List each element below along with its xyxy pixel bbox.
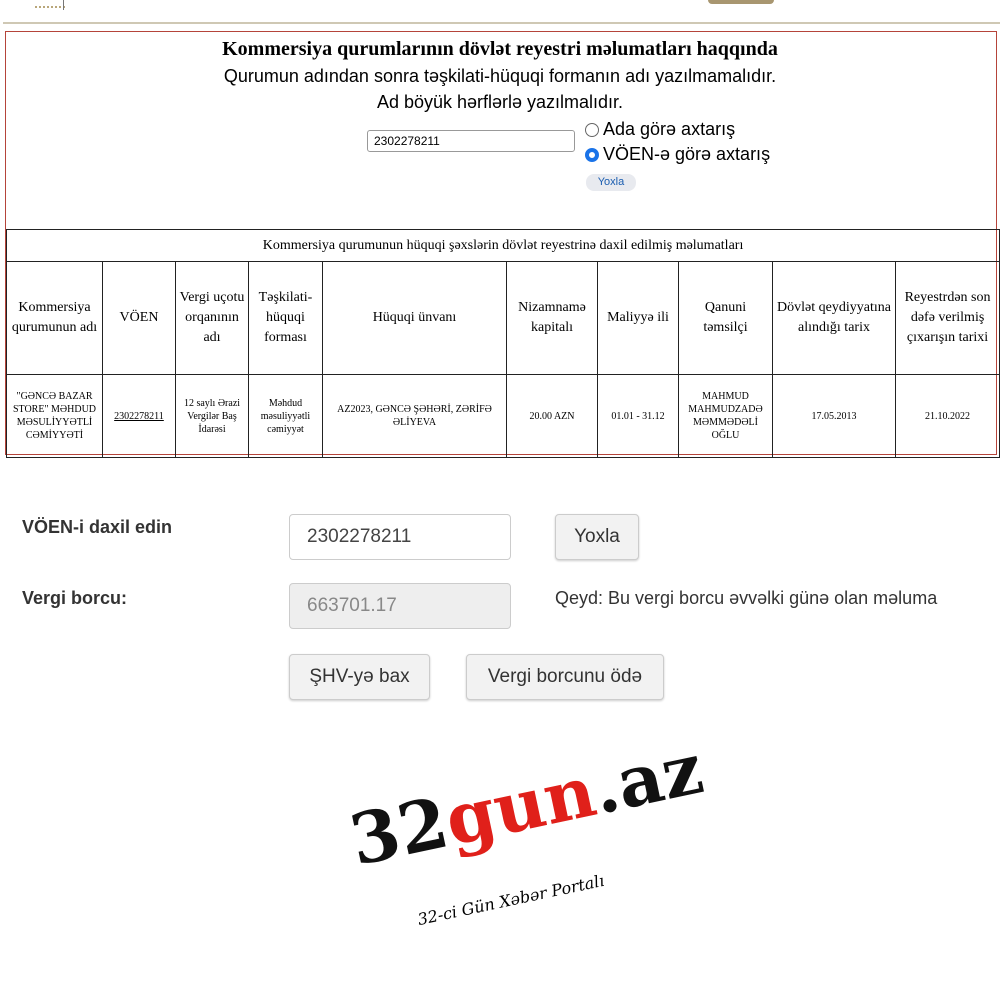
col-header: VÖEN: [103, 262, 176, 375]
pay-debt-button[interactable]: Vergi borcunu ödə: [466, 654, 664, 700]
radio-icon: [585, 123, 599, 137]
shv-button[interactable]: ŞHV-yə bax: [289, 654, 430, 700]
header-ornament: [708, 0, 774, 4]
col-header: Hüquqi ünvanı: [323, 262, 507, 375]
col-header: Vergi uçotu orqanının adı: [176, 262, 249, 375]
cell-address: AZ2023, GƏNCƏ ŞƏHƏRİ, ZƏRİFƏ ƏLİYEVA: [323, 375, 507, 458]
search-button[interactable]: Yoxla: [586, 174, 636, 191]
watermark-logo-part: 32: [342, 780, 456, 882]
col-header: Kommersiya qurumunun adı: [7, 262, 103, 375]
radio-search-by-name[interactable]: [585, 119, 735, 140]
instruction-2: Ad böyük hərflərlə yazılmalıdır.: [376, 92, 624, 112]
watermark-logo: [343, 727, 710, 882]
col-header: Təşkilati-hüquqi forması: [249, 262, 323, 375]
radio-checked-icon: [585, 148, 599, 162]
check-button[interactable]: Yoxla: [555, 514, 639, 560]
col-header: Dövlət qeydiyyatına alındığı tarix: [773, 262, 896, 375]
search-input[interactable]: [367, 130, 575, 152]
debt-field: 663701.17: [289, 583, 511, 629]
debt-label: Vergi borcu:: [22, 588, 128, 608]
watermark-tagline: 32-ci Gün Xəbər Portalı: [415, 870, 606, 930]
col-header: Reyestrdən son dəfə verilmiş çıxarışın tarixi: [896, 262, 1000, 375]
col-header: Maliyyə ili: [598, 262, 679, 375]
radio-label: Ada görə axtarış: [603, 119, 736, 139]
header-divider: [3, 22, 1000, 24]
radio-search-by-voen[interactable]: [585, 144, 770, 165]
cell-extract-date: 21.10.2022: [896, 375, 1000, 458]
emblem-logo: [35, 0, 65, 8]
table-caption: Kommersiya qurumunun hüquqi şəxslərin dövlət reyestrinə daxil edilmiş məlumatları: [7, 230, 1000, 262]
watermark-logo-part: gun: [438, 749, 603, 862]
cell-capital: 20.00 AZN: [507, 375, 598, 458]
voen-input[interactable]: 2302278211: [289, 514, 511, 560]
watermark-logo-part: .az: [585, 726, 710, 831]
cell-name: "GƏNCƏ BAZAR STORE" MƏHDUD MƏSULİYYƏTLİ CƏMİYYƏTİ: [7, 375, 103, 458]
voen-label: VÖEN-i daxil edin: [22, 517, 173, 537]
divider: [63, 0, 64, 10]
page-title: Kommersiya qurumlarının dövlət reyestri məlumatları haqqında: [222, 38, 778, 60]
registry-table: [6, 229, 1000, 458]
cell-representative: MAHMUD MAHMUDZADƏ MƏMMƏDƏLİ OĞLU: [679, 375, 773, 458]
col-header: Nizamnamə kapitalı: [507, 262, 598, 375]
debt-note: Qeyd: Bu vergi borcu əvvəlki günə olan məluma: [555, 588, 938, 608]
cell-registration-date: 17.05.2013: [773, 375, 896, 458]
table-row: [7, 375, 1000, 458]
voen-link[interactable]: 2302278211: [114, 410, 164, 422]
radio-label: VÖEN-ə görə axtarış: [603, 144, 771, 164]
cell-tax-office: 12 saylı Ərazi Vergilər Baş İdarəsi: [176, 375, 249, 458]
col-header: Qanuni təmsilçi: [679, 262, 773, 375]
cell-legal-form: Məhdud məsuliyyətli cəmiyyət: [249, 375, 323, 458]
cell-financial-year: 01.01 - 31.12: [598, 375, 679, 458]
instruction-1: Qurumun adından sonra təşkilati-hüquqi formanın adı yazılmamalıdır.: [223, 66, 777, 86]
